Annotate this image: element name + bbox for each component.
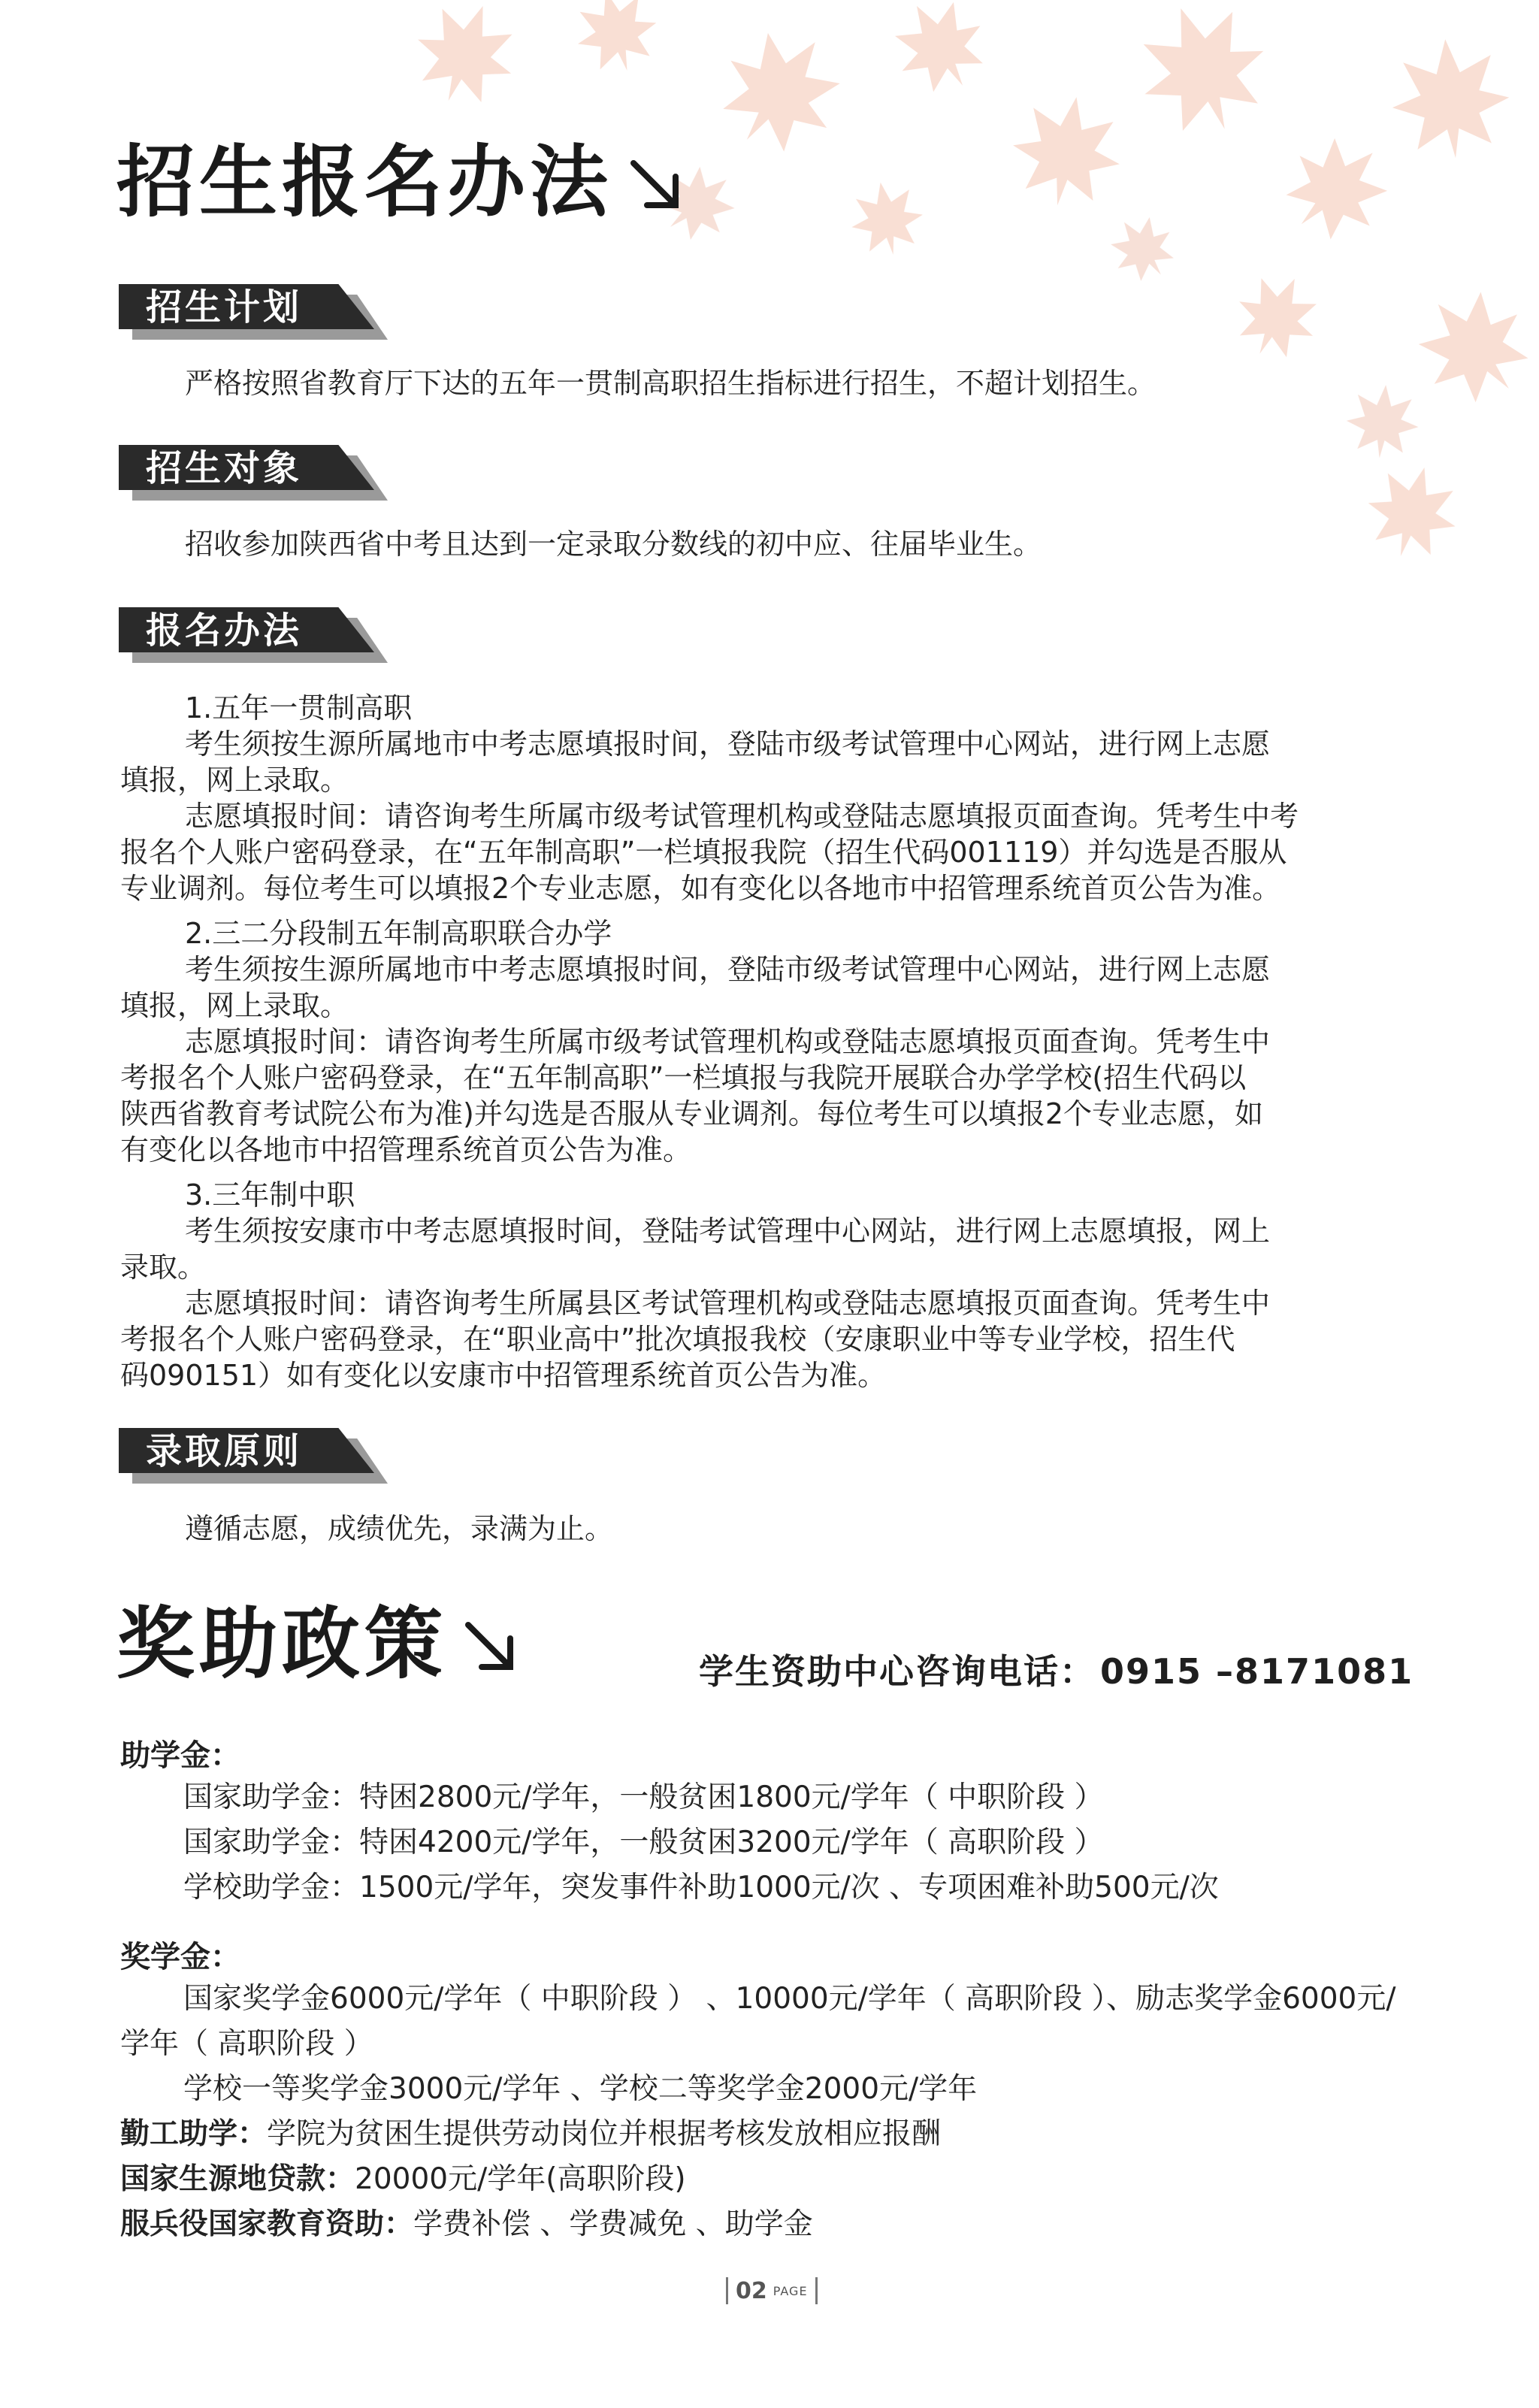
loan-label: 国家生源地贷款：	[120, 2162, 355, 2196]
aid-hotline	[699, 1644, 1414, 1694]
scholarships-label: 奖学金：	[120, 1940, 240, 1974]
enroll-title-text: 招生报名办法	[116, 135, 613, 228]
method-item-line: 考生须按生源所属地市中考志愿填报时间，登陆市级考试管理中心网站，进行网上志愿	[185, 953, 1271, 986]
grant-line: 国家助学金：特困4200元/学年，一般贫困3200元/学年（ 高职阶段 ）	[183, 1826, 1104, 1859]
principle-heading-text: 录取原则	[146, 1430, 303, 1472]
page-footer	[726, 2274, 818, 2307]
plan-heading	[119, 284, 395, 340]
page-label: PAGE	[773, 2283, 808, 2298]
footer-divider	[815, 2277, 818, 2304]
page-number: 02	[736, 2277, 767, 2304]
enroll-title	[116, 135, 686, 228]
target-heading	[119, 445, 395, 501]
method-item-title: 3.三年制中职	[185, 1178, 355, 1212]
footer-divider	[726, 2277, 728, 2304]
method-item-line: 陕西省教育考试院公布为准)并勾选是否服从专业调剂。每位考生可以填报2个专业志愿，如	[120, 1097, 1264, 1130]
method-item-line: 录取。	[120, 1251, 207, 1284]
aid-title-text: 奖助政策	[116, 1597, 448, 1690]
method-body	[120, 690, 1429, 1393]
method-item-title: 1.五年一贯制高职	[185, 691, 413, 725]
target-heading-text: 招生对象	[146, 447, 303, 489]
grant-line: 学校助学金：1500元/学年，突发事件补助1000元/次 、专项困难补助500元/次	[183, 1871, 1219, 1904]
scholarship-line: 学年（ 高职阶段 ）	[120, 2027, 373, 2061]
target-text: 招收参加陕西省中考且达到一定录取分数线的初中应、往届毕业生。	[185, 528, 1042, 561]
method-item-line: 考生须按安康市中考志愿填报时间，登陆考试管理中心网站，进行网上志愿填报，网上	[185, 1215, 1271, 1248]
method-heading	[119, 607, 395, 663]
method-item-line: 考报名个人账户密码登录，在“职业高中”批次填报我校（安康职业中等专业学校，招生代	[120, 1323, 1235, 1356]
plan-text: 严格按照省教育厅下达的五年一贯制高职招生指标进行招生，不超计划招生。	[185, 367, 1157, 400]
method-item-line: 码090151）如有变化以安康市中招管理系统首页公告为准。	[120, 1359, 887, 1392]
method-item-line: 有变化以各地市中招管理系统首页公告为准。	[120, 1133, 692, 1166]
aid-title	[116, 1597, 521, 1690]
scholarship-line: 学校一等奖学金3000元/学年 、学校二等奖学金2000元/学年	[183, 2072, 978, 2106]
method-item-line: 志愿填报时间：请咨询考生所属市级考试管理机构或登陆志愿填报页面查询。凭考生中考	[185, 800, 1299, 833]
arrow-down-right-icon	[626, 150, 686, 228]
loan-row	[120, 2161, 686, 2198]
principle-text: 遵循志愿，成绩优先，录满为止。	[185, 1512, 614, 1545]
loan-text: 20000元/学年(高职阶段)	[355, 2162, 686, 2196]
method-item-line: 考报名个人账户密码登录，在“五年制高职”一栏填报与我院开展联合办学学校(招生代码以	[120, 1061, 1247, 1094]
hotline-label: 学生资助中心咨询电话：	[699, 1651, 1096, 1692]
grant-line: 国家助学金：特困2800元/学年，一般贫困1800元/学年（ 中职阶段 ）	[183, 1780, 1104, 1814]
work-study-label: 勤工助学：	[120, 2117, 268, 2151]
method-item-line: 志愿填报时间：请咨询考生所属县区考试管理机构或登陆志愿填报页面查询。凭考生中	[185, 1287, 1271, 1320]
principle-heading	[119, 1428, 395, 1484]
work-study-text: 学院为贫困生提供劳动岗位并根据考核发放相应报酬	[267, 2117, 942, 2151]
method-heading-text: 报名办法	[146, 610, 303, 652]
method-item-line: 专业调剂。每位考生可以填报2个专业志愿，如有变化以各地市中招管理系统首页公告为准。	[120, 872, 1281, 905]
arrow-down-right-icon	[461, 1611, 521, 1690]
method-item-line: 考生须按生源所属地市中考志愿填报时间，登陆市级考试管理中心网站，进行网上志愿	[185, 728, 1271, 761]
method-item-line: 志愿填报时间：请咨询考生所属市级考试管理机构或登陆志愿填报页面查询。凭考生中	[185, 1025, 1271, 1058]
grants-label: 助学金：	[120, 1738, 240, 1773]
method-item-line: 报名个人账户密码登录，在“五年制高职”一栏填报我院（招生代码001119）并勾选是否服从	[120, 836, 1287, 869]
work-study-row	[120, 2116, 941, 2152]
military-row	[120, 2207, 813, 2243]
hotline-number: 0915 –8171081	[1100, 1651, 1414, 1692]
military-text: 学费补偿 、学费减免 、助学金	[413, 2207, 813, 2241]
method-item-line: 填报，网上录取。	[120, 764, 349, 797]
military-label: 服兵役国家教育资助：	[120, 2207, 414, 2241]
method-item-line: 填报，网上录取。	[120, 989, 349, 1022]
scholarship-line: 国家奖学金6000元/学年（ 中职阶段 ） 、10000元/学年（ 高职阶段 ）、励志奖学金6000元/	[183, 1982, 1396, 2016]
method-item-title: 2.三二分段制五年制高职联合办学	[185, 917, 612, 950]
plan-heading-text: 招生计划	[146, 286, 303, 328]
